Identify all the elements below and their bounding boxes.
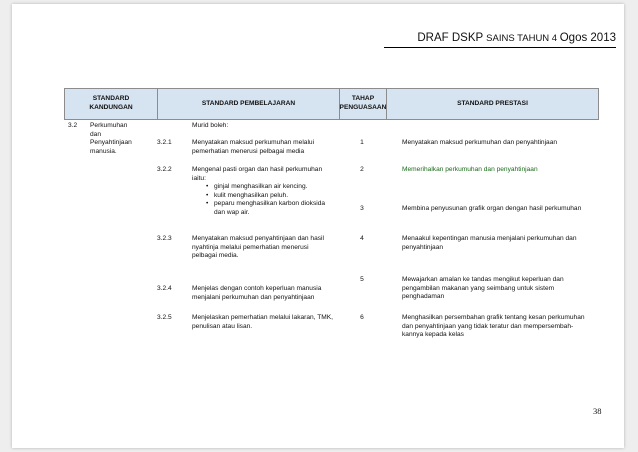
organ-bullet-list (192, 183, 325, 209)
performance-text: Memerihalkan perkumuhan dan penyahtinjaan (402, 166, 538, 173)
list-item: • peparu menghasilkan karbon dioksida (214, 200, 325, 209)
list-item: • kulit menghasilkan peluh. (214, 192, 325, 201)
performance-text: Menaakul kepentingan manusia menjalani perkumuhan dan penyahtinjaan (402, 235, 577, 251)
col-header-pembelajaran: STANDARD PEMBELAJARAN (201, 99, 296, 107)
learning-text: Menjelas dengan contoh keperluan manusia menjalani perkumuhan dan penyahtinjaan (192, 285, 322, 301)
learning-code: 3.2.4 (157, 285, 172, 292)
curriculum-table (64, 88, 599, 339)
learning-code: 3.2.1 (157, 139, 172, 146)
content-standard-code: 3.2 (68, 122, 78, 129)
performance-text: Menyatakan maksud perkumuhan dan penyahtinjaan (402, 139, 558, 146)
learning-text: Menyatakan maksud perkumuhan melalui pemerhatian menerusi pelbagai media (192, 139, 315, 155)
performance-text: Membina penyusunan grafik organ dengan hasil perkumuhan (402, 205, 582, 212)
performance-level: 2 (360, 166, 364, 173)
document-page (12, 4, 624, 448)
performance-text: Menghasilkan persembahan grafik tentang kesan perkumuhan dan penyahtinjaan yang tidak teratur dan mempersembah- kannya kepada kelas (402, 314, 585, 339)
col-header-prestasi: STANDARD PRESTASI (457, 99, 528, 107)
header-subject: SAINS TAHUN 4 (486, 33, 560, 44)
col-header-penguasaan: TAHAP PENGUASAAN (339, 95, 387, 111)
performance-level: 6 (360, 314, 364, 321)
performance-level: 1 (360, 139, 364, 146)
learning-code: 3.2.3 (157, 235, 172, 242)
learning-code: 3.2.2 (157, 166, 172, 173)
performance-level: 3 (360, 205, 364, 212)
performance-level: 5 (360, 276, 364, 283)
learning-code: 3.2.5 (157, 314, 172, 321)
performance-text: Mewajarkan amalan ke tandas mengikut keperluan dan pengambilan makanan yang seimbang untuk sistem penghadaman (402, 276, 564, 301)
learning-intro: Murid boleh: (192, 122, 229, 129)
table-header-row (64, 88, 599, 120)
document-header (384, 31, 616, 48)
performance-level: 4 (360, 235, 364, 242)
learning-text: Mengenal pasti organ dan hasil perkumuhan iaitu: • ginjal menghasilkan air kencing. • kulit menghasilkan peluh. • peparu menghasilkan karbon dioksida dan wap air. (192, 166, 325, 218)
learning-text: Menyatakan maksud penyahtinjaan dan hasil nyahtinja melalui pemerhatian menerusi pelbagai media. (192, 235, 324, 260)
learning-text: Menjelaskan pemerhatian melalui lakaran, TMK, penulisan atau lisan. (192, 314, 333, 330)
page-number: 38 (593, 406, 602, 416)
content-standard-title: Perkumuhan dan Penyahtinjaan manusia. (90, 122, 132, 155)
col-header-kandungan: STANDARD KANDUNGAN (89, 95, 133, 111)
header-draft-label: DRAF DSKP (417, 32, 487, 44)
list-item: • ginjal menghasilkan air kencing. (214, 183, 325, 192)
header-date: Ogos 2013 (559, 32, 616, 44)
